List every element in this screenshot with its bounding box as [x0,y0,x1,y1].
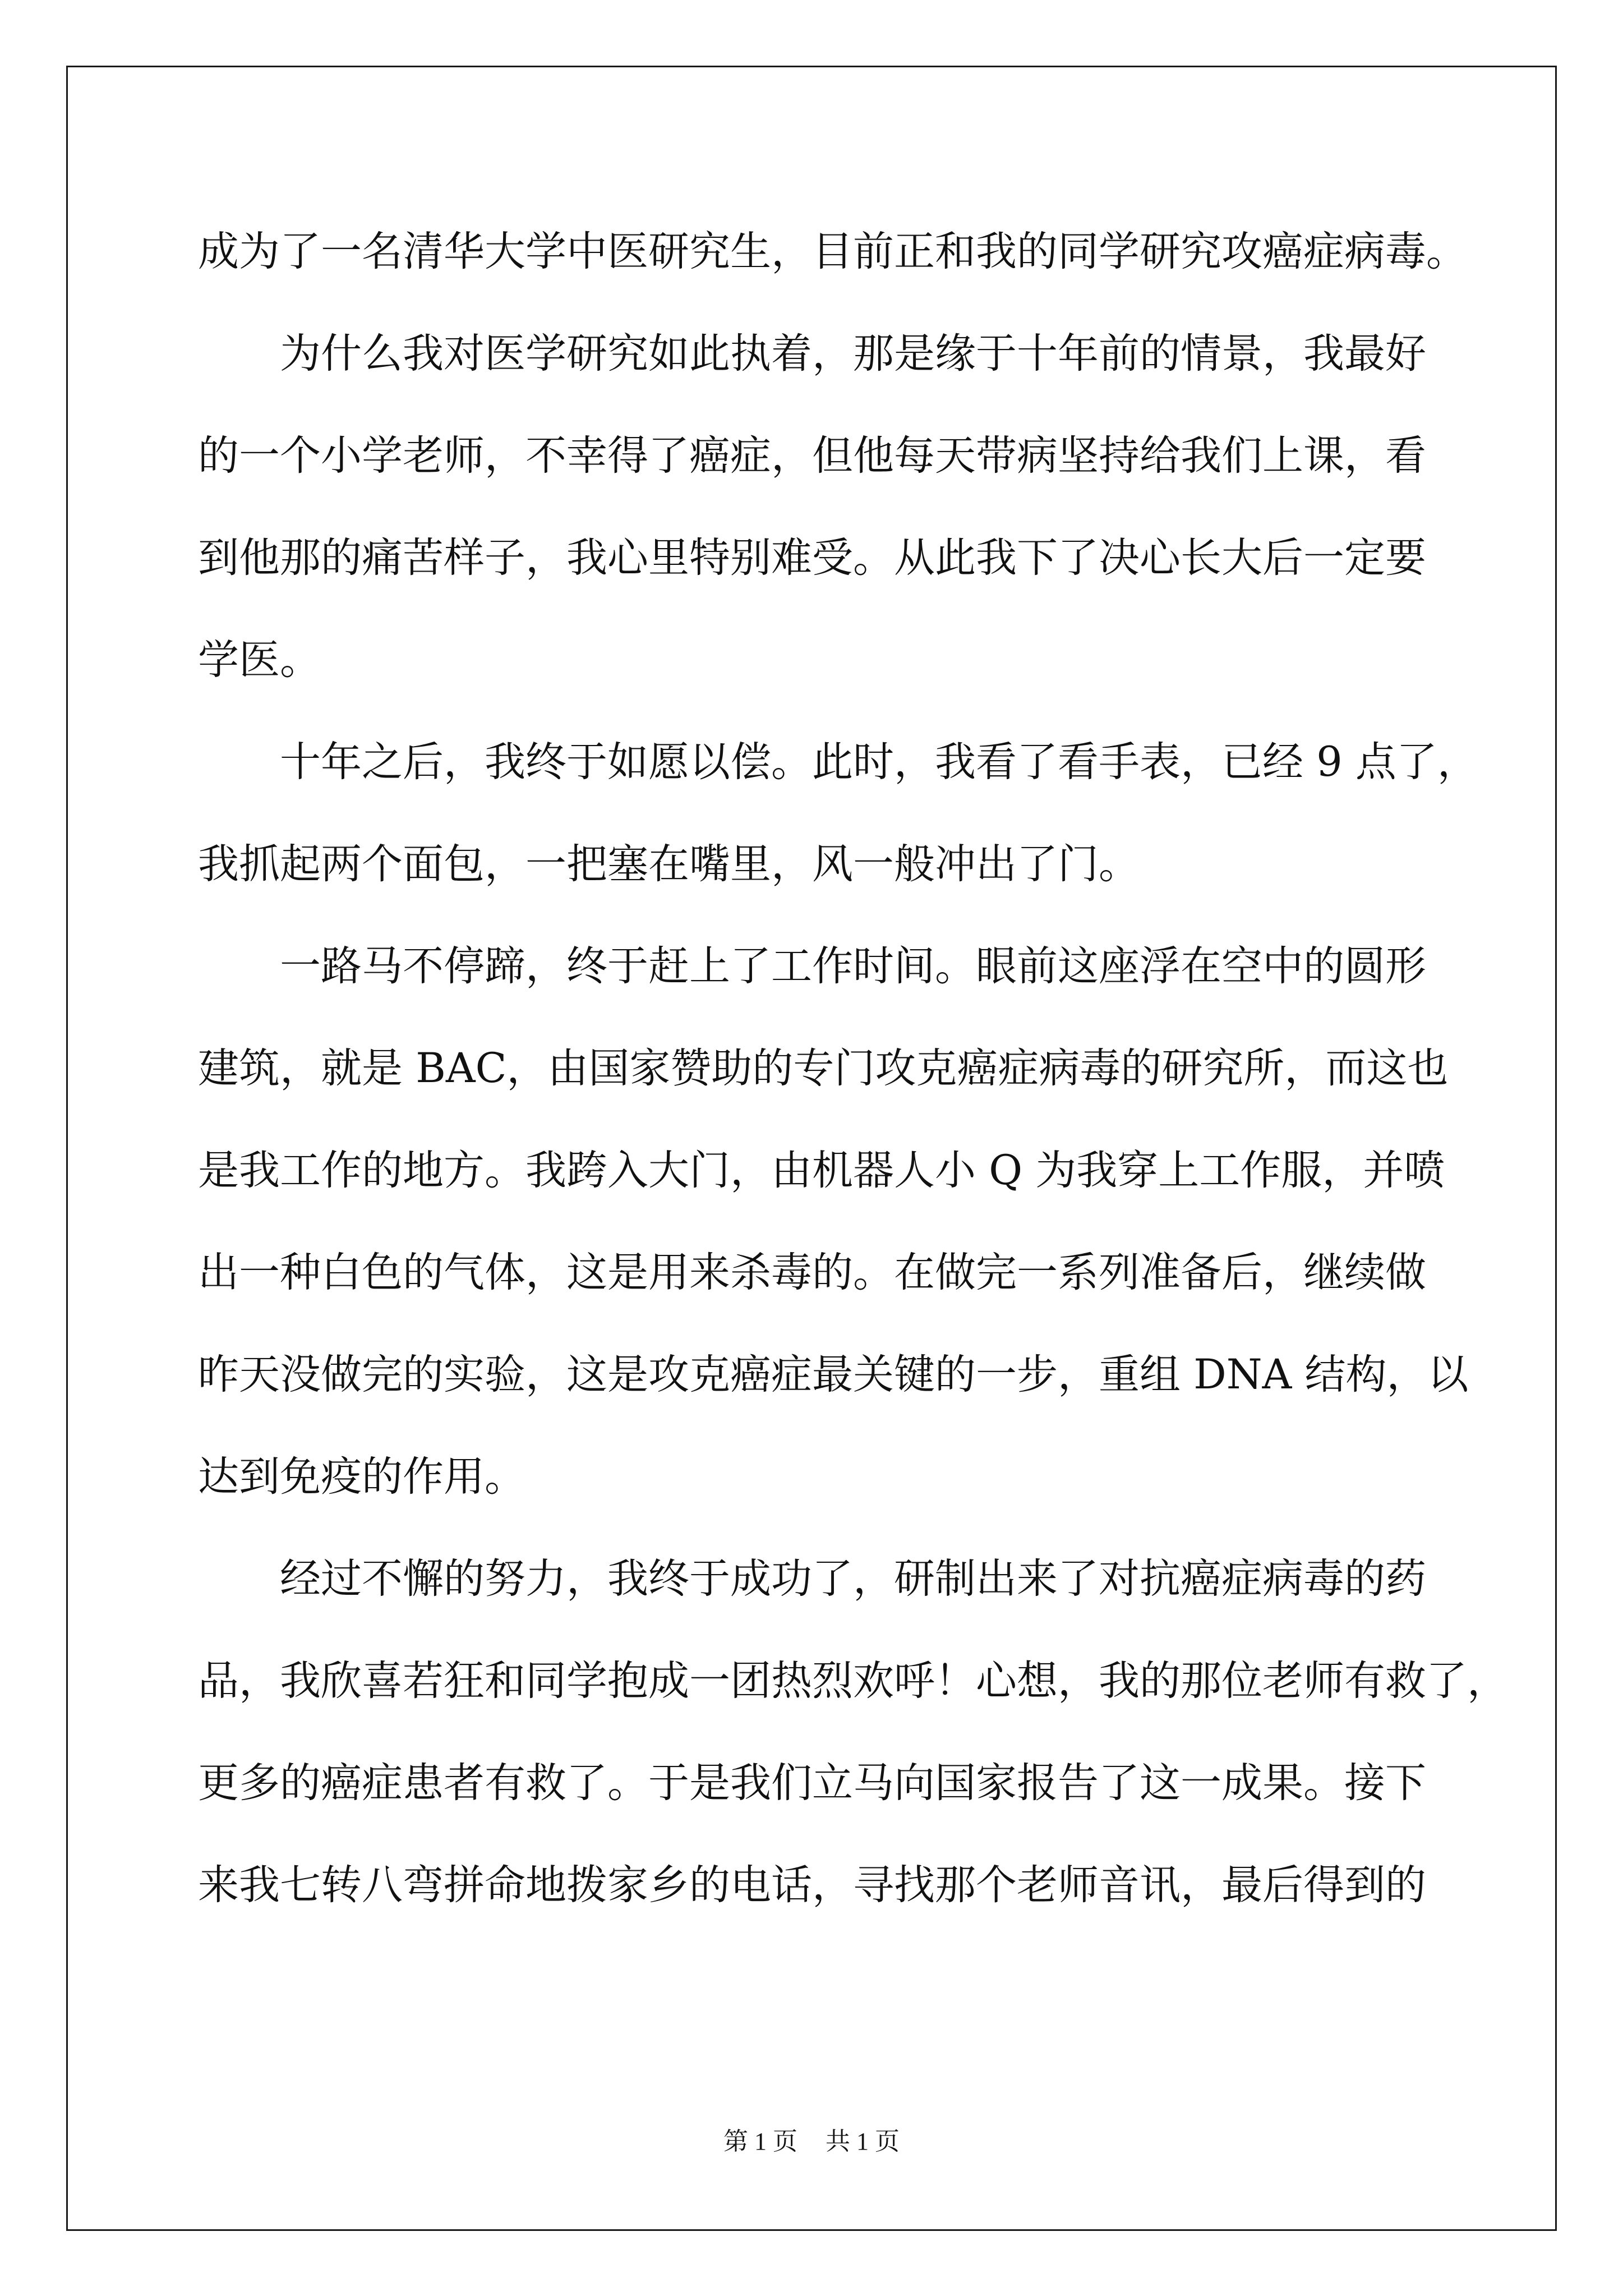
text-line: 到他那的痛苦样子，我心里特别难受。从此我下了决心长大后一定要 [198,534,1426,582]
text-line: 更多的癌症患者有救了。于是我们立马向国家报告了这一成果。接下 [198,1759,1426,1807]
text-line: 一路马不停蹄，终于赶上了工作时间。眼前这座浮在空中的圆形 [280,942,1426,990]
text-line: 经过不懈的努力，我终于成功了，研制出来了对抗癌症病毒的药 [280,1555,1426,1603]
page-footer [0,2125,1623,2159]
text-line: 十年之后，我终于如愿以偿。此时，我看了看手表，已经 9 点了， [280,738,1478,786]
text-line: 达到免疫的作用。 [198,1453,525,1501]
page-number-current: 第 1 页 [723,2128,797,2155]
text-line: 成为了一名清华大学中医研究生，目前正和我的同学研究攻癌症病毒。 [198,228,1467,275]
text-line: 的一个小学老师，不幸得了癌症，但他每天带病坚持给我们上课，看 [198,432,1426,480]
page-number-total: 共 1 页 [826,2128,900,2155]
document-body [198,201,1508,1936]
text-line: 我抓起两个面包，一把塞在嘴里，风一般冲出了门。 [198,840,1140,888]
text-line: 学医。 [198,636,321,684]
text-line: 昨天没做完的实验，这是攻克癌症最关键的一步，重组 DNA 结构，以 [198,1351,1469,1398]
text-line: 品，我欣喜若狂和同学抱成一团热烈欢呼！心想，我的那位老师有救了， [198,1657,1508,1705]
text-line: 建筑，就是 BAC，由国家赞助的专门攻克癌症病毒的研究所，而这也 [198,1045,1449,1092]
text-line: 为什么我对医学研究如此执着，那是缘于十年前的情景，我最好 [280,330,1426,378]
text-line: 出一种白色的气体，这是用来杀毒的。在做完一系列准备后，继续做 [198,1249,1426,1296]
text-line: 是我工作的地方。我跨入大门，由机器人小 Q 为我穿上工作服，并喷 [198,1147,1445,1194]
text-line: 来我七转八弯拼命地拨家乡的电话，寻找那个老师音讯，最后得到的 [198,1861,1426,1909]
